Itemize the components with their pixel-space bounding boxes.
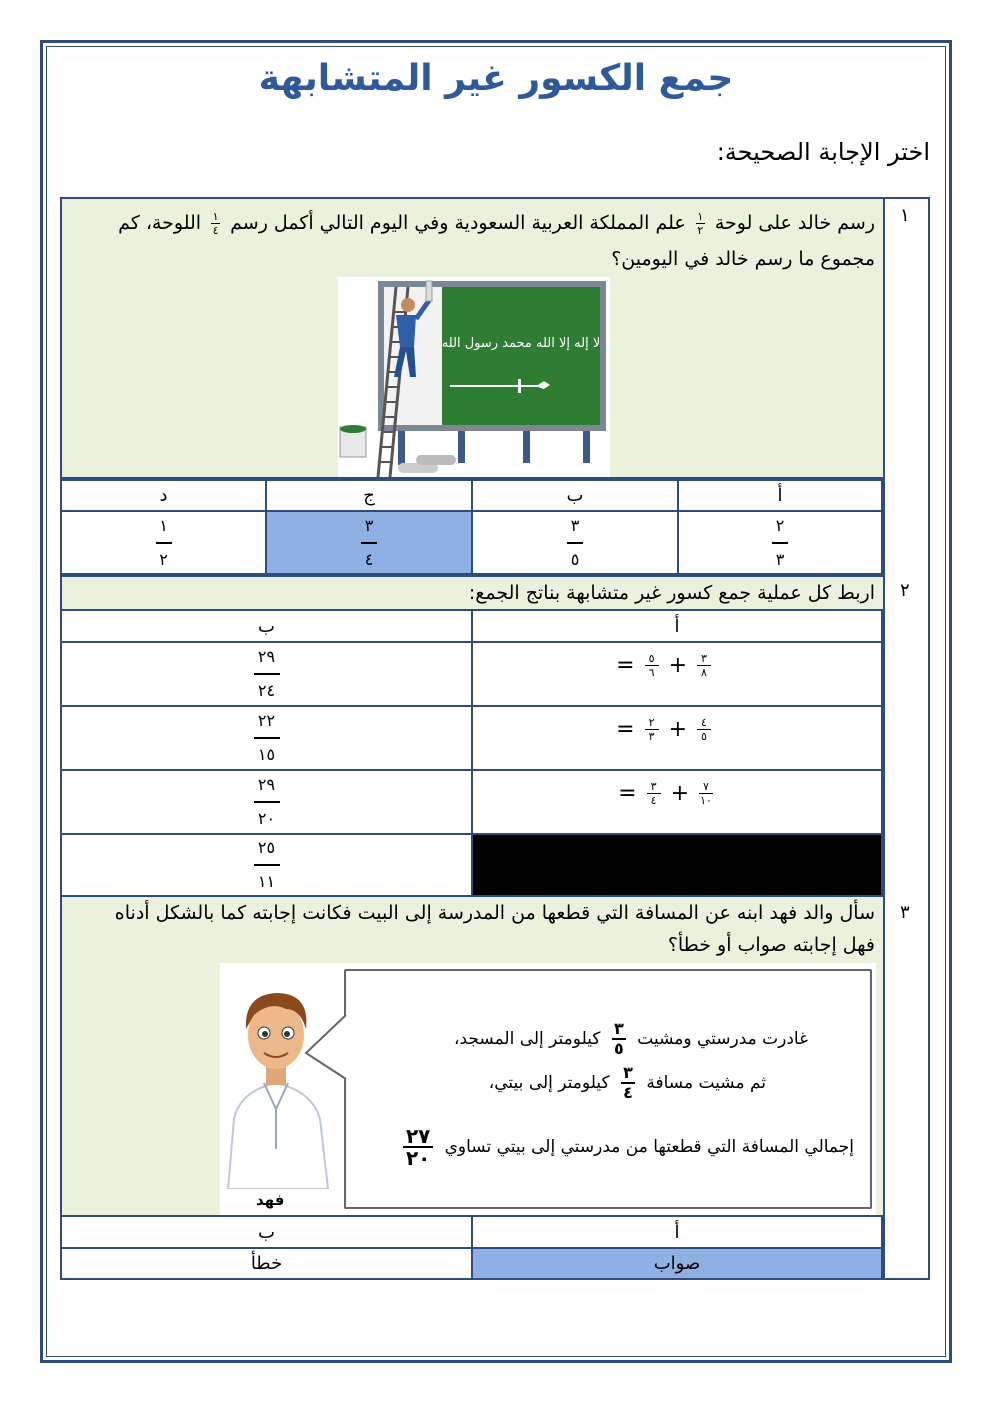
q2-e3-frac2: ٣ ٤ [647,781,661,806]
q2-expression-4-blank [471,833,883,897]
q2-result-3[interactable] [60,769,473,835]
page-title: جمع الكسور غير المتشابهة [258,58,734,99]
q1-choice-d-fraction: $\frac{١}{٢}$ [156,516,172,570]
q1-choice-header-c: ج [265,479,473,512]
q1-fraction-half: ١ ٢ [697,210,704,237]
q1-choice-header-d: د [60,479,267,512]
q1-text-part1: رسم خالد على لوحة [714,212,875,234]
q3-question-cell [60,895,885,1217]
painter-flag-illustration [338,277,610,477]
q2-result-4[interactable] [60,833,473,897]
speech-line-3: إجمالي المسافة التي قطعتها من مدرستي إلى بيتي تساوي ٢٧ ٢٠ [397,1127,854,1167]
q3-answer-a-selected[interactable]: صواب [471,1247,883,1280]
q2-result-1-fraction: $\frac{٢٩}{٢٤}$ [254,647,280,701]
q1-choice-c-fraction: $\frac{٣}{٤}$ [361,516,377,570]
boy-character [220,979,340,1189]
q1-choice-a-fraction: $\frac{٢}{٣}$ [772,516,788,570]
q1-text-part2: علم المملكة العربية السعودية وفي اليوم التالي أكمل رسم [230,212,686,234]
q1-question-cell [60,197,885,479]
q2-result-1[interactable] [60,641,473,707]
q3-question-text [65,897,875,961]
q3-text-line1: سأل والد فهد ابنه عن المسافة التي قطعها من المدرسة إلى البيت فكانت إجابته كما بالشكل أدناه [114,902,875,924]
q2-expression-1[interactable] [471,641,883,707]
q1-choice-a[interactable] [677,510,883,575]
q2-result-3-fraction: $\frac{٢٩}{٢٠}$ [254,775,280,829]
plus-sign: + [668,717,687,742]
speech-line-2: ثم مشيت مسافة ٣ ٤ كيلومتر إلى بيتي، [488,1063,766,1102]
q2-e3-frac1: ٧ ١٠ [700,780,712,807]
q2-expression-2[interactable] [471,705,883,771]
q1-choice-b-fraction: $\frac{٣}{٥}$ [567,516,583,570]
q2-header-b: ب [60,609,473,643]
q1-text-line2: مجموع ما رسم خالد في اليومين؟ [611,248,875,270]
q3-header-a: أ [471,1215,883,1249]
q2-question-cell [60,575,885,611]
q2-e1-frac1: ٣ ٨ [697,653,711,678]
q1-choice-d[interactable] [60,510,267,575]
q3-text-line2: فهل إجابته صواب أو خطأ؟ [667,934,875,956]
number-column [883,197,930,1280]
flag-shahada: لا إله إلا الله محمد رسول الله [441,336,601,351]
q1-choice-header-b: ب [471,479,679,512]
q2-result-4-fraction: $\frac{٢٥}{١١}$ [254,838,280,892]
q2-e2-frac2: ٢ ٣ [645,717,659,742]
q1-choice-c-selected[interactable] [265,510,473,575]
character-name-label: فهد [256,1191,285,1209]
speech-bubble [344,969,872,1209]
question-number-1: ١ [900,205,910,226]
q3-answer-b[interactable]: خطأ [60,1247,473,1280]
q1-text-part3: اللوحة، كم [118,212,202,234]
q2-expression-3[interactable] [471,769,883,835]
question-number-2: ٢ [900,580,910,601]
plus-sign: + [670,781,689,806]
q2-e1-frac2: ٥ ٦ [645,653,659,678]
equals-sign: = [616,717,635,742]
q2-question-text: اربط كل عملية جمع كسور غير متشابهة بناتج الجمع: [468,582,875,604]
q2-e2-frac1: ٤ ٥ [697,717,711,742]
plus-sign: + [668,653,687,678]
speech-line-1: غادرت مدرستي ومشيت ٣ ٥ كيلومتر إلى المسجد، [454,1019,808,1058]
q1-question-text [65,205,875,277]
instruction-text: اختر الإجابة الصحيحة: [716,138,930,166]
q1-fraction-quarter: ١ ٤ [212,210,219,237]
question-number-3: ٣ [900,902,910,923]
q3-header-b: ب [60,1215,473,1249]
speech-total-fraction: ٢٧ ٢٠ [403,1127,433,1167]
speech-frac-2: ٣ ٤ [621,1065,635,1101]
equals-sign: = [618,781,637,806]
equals-sign: = [616,653,635,678]
q2-result-2-fraction: $\frac{٢٢}{١٥}$ [254,711,280,765]
flag-green-area [442,287,600,425]
q2-header-a: أ [471,609,883,643]
q1-choice-b[interactable] [471,510,679,575]
q2-result-2[interactable] [60,705,473,771]
q1-choice-header-a: أ [677,479,883,512]
q3-illustration [220,963,876,1215]
speech-frac-1: ٣ ٥ [612,1021,626,1057]
